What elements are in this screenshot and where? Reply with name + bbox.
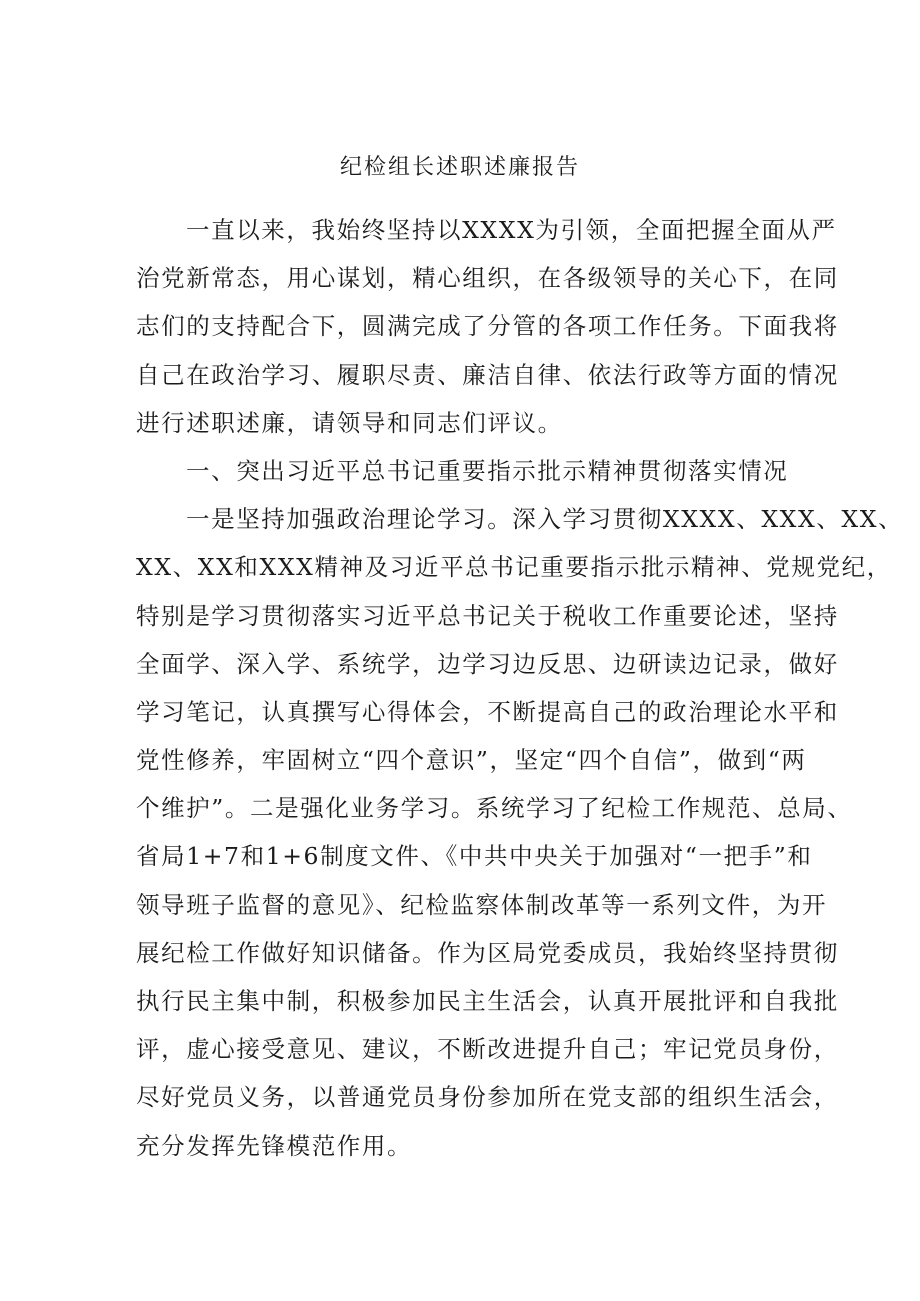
- paragraph-line: 尽好党员义务，以普通党员身份参加所在党支部的组织生活会，: [136, 1083, 839, 1112]
- paragraph-line: 评，虚心接受意见、建议，不断改进提升自己；牢记党员身份，: [136, 1035, 839, 1064]
- paragraph-line: 个维护”。二是强化业务学习。系统学习了纪检工作规范、总局、: [136, 794, 853, 823]
- paragraph-line: 展纪检工作做好知识储备。作为区局党委成员，我始终坚持贯彻: [136, 938, 839, 967]
- paragraph-line: 党性修养，牢固树立“四个意识”，坚定“四个自信”，做到“两: [136, 746, 807, 775]
- paragraph-line: 领导班子监督的意见》、纪检监察体制改革等一系列文件，为开: [136, 890, 828, 919]
- paragraph-line: 学习笔记，认真撰写心得体会，不断提高自己的政治理论水平和: [136, 697, 839, 726]
- section-heading: 一、突出习近平总书记重要指示批示精神贯彻落实情况: [186, 456, 789, 485]
- document-body: [136, 206, 904, 1170]
- paragraph-line: 全面学、深入学、系统学，边学习边反思、边研读边记录，做好: [136, 649, 839, 678]
- paragraph-line: 自己在政治学习、履职尽责、廉洁自律、依法行政等方面的情况: [136, 360, 839, 389]
- paragraph-line: 特别是学习贯彻落实习近平总书记关于税收工作重要论述，坚持: [136, 601, 839, 630]
- paragraph-line: 一是坚持加强政治理论学习。深入学习贯彻XXXX、XXX、XX、: [186, 505, 904, 534]
- paragraph-line: XX、XX和XXX精神及习近平总书记重要指示批示精神、党规党纪，: [136, 553, 892, 582]
- paragraph-line: 进行述职述廉，请领导和同志们评议。: [136, 408, 563, 437]
- paragraph-line: 治党新常态，用心谋划，精心组织，在各级领导的关心下，在同: [136, 264, 839, 293]
- paragraph-line: 省局1+7和1+6制度文件、《中共中央关于加强对“一把手”和: [136, 842, 813, 871]
- paragraph-line: 志们的支持配合下，圆满完成了分管的各项工作任务。下面我将: [136, 312, 839, 341]
- paragraph-line: 一直以来，我始终坚持以XXXX为引领，全面把握全面从严: [186, 216, 837, 244]
- document-title: 纪检组长述职述廉报告: [339, 155, 580, 180]
- paragraph-line: 执行民主集中制，积极参加民主生活会，认真开展批评和自我批: [136, 987, 839, 1015]
- paragraph-line: 充分发挥先锋模范作用。: [136, 1131, 413, 1160]
